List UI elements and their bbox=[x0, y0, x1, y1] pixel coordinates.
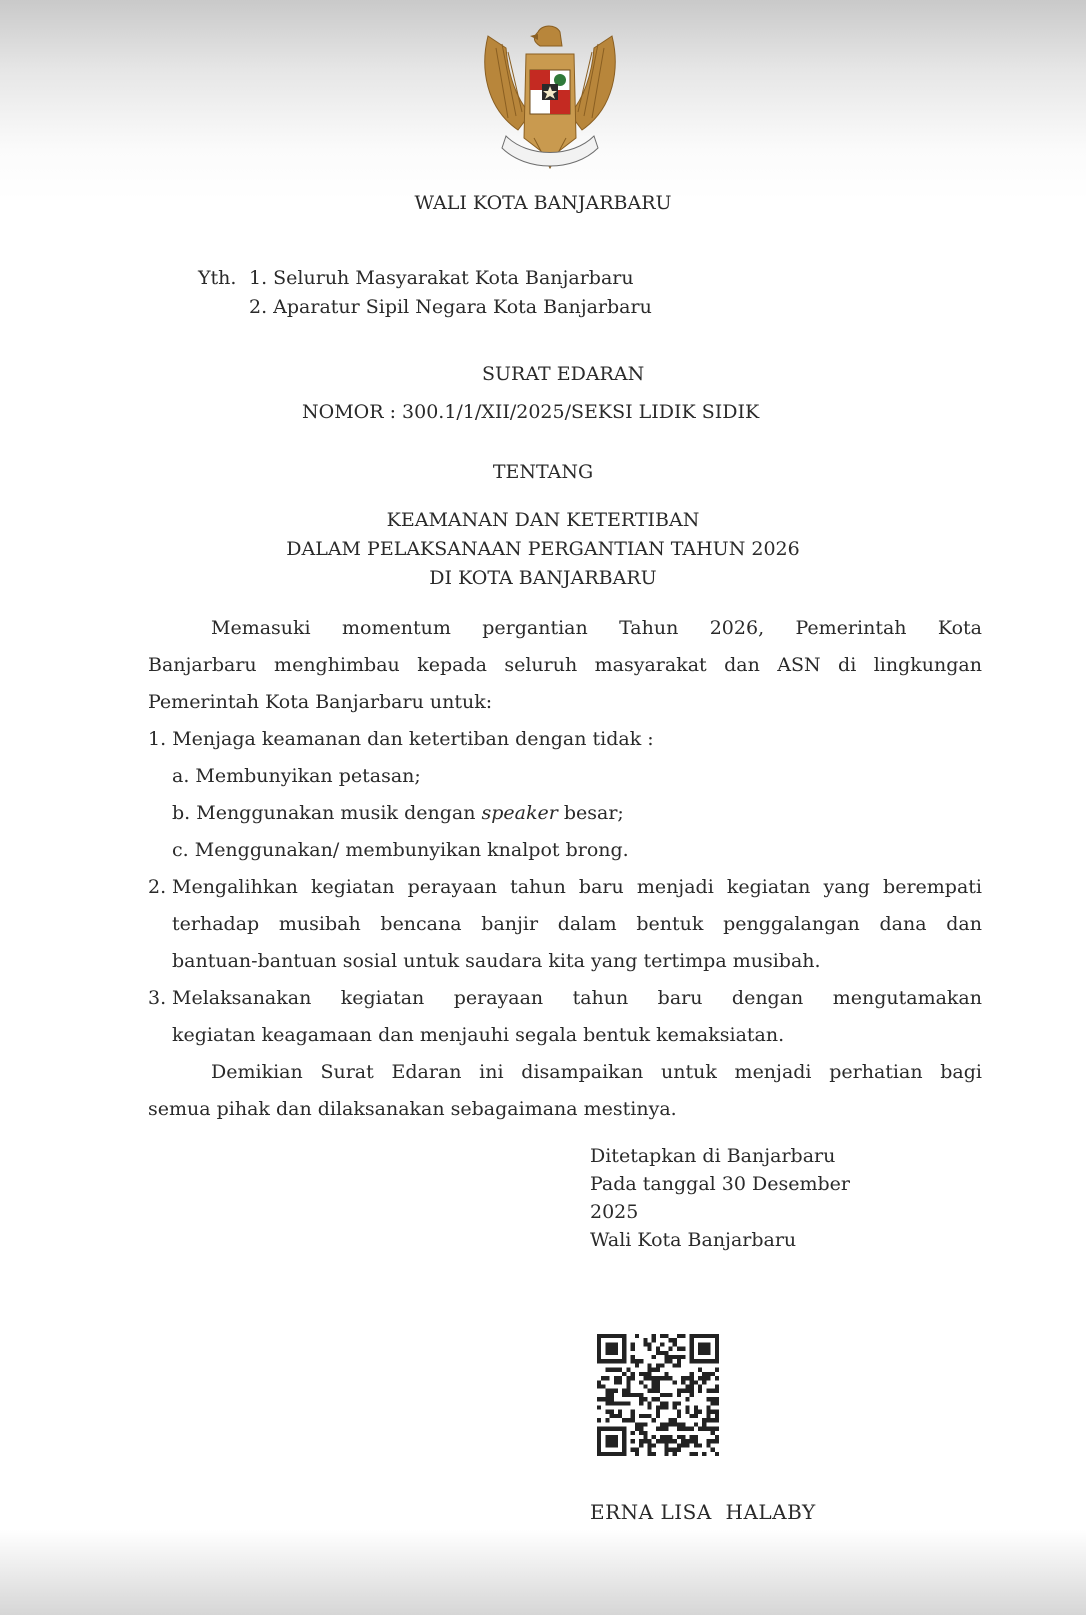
list-line: kegiatan keagamaan dan menjauhi segala bentuk kemaksiatan. bbox=[172, 1024, 785, 1046]
sub-label: c. bbox=[172, 839, 189, 861]
list-number: 1. bbox=[148, 728, 167, 750]
list-text: Menjaga keamanan dan ketertiban dengan tidak : bbox=[172, 728, 654, 750]
signatory-name: ERNA LISA HALABY bbox=[590, 1500, 816, 1524]
subject-line: DI KOTA BANJARBARU bbox=[429, 567, 657, 589]
sub-text: Menggunakan/ membunyikan knalpot brong. bbox=[194, 839, 629, 861]
sub-text: besar; bbox=[557, 802, 624, 824]
sub-text-italic: speaker bbox=[481, 802, 558, 824]
list-item-2 bbox=[172, 869, 982, 980]
list-line: Mengalihkan kegiatan perayaan tahun baru menjadi kegiatan yang berempati bbox=[172, 876, 982, 898]
garuda-emblem bbox=[478, 18, 622, 178]
closing-paragraph bbox=[148, 1054, 982, 1128]
list-number: 3. bbox=[148, 987, 167, 1009]
list-number: 2. bbox=[148, 876, 167, 898]
list-item-1 bbox=[148, 721, 654, 758]
recipient-item: 1. Seluruh Masyarakat Kota Banjarbaru bbox=[249, 267, 634, 289]
signature-date: Pada tanggal 30 Desember bbox=[590, 1173, 850, 1195]
sub-label: b. bbox=[172, 802, 191, 824]
intro-line: Memasuki momentum pergantian Tahun 2026, Pemerintah Kota bbox=[211, 617, 982, 639]
list-line: Melaksanakan kegiatan perayaan tahun baru dengan mengutamakan bbox=[172, 987, 982, 1009]
about-label: TENTANG bbox=[492, 461, 594, 483]
signature-year: 2025 bbox=[590, 1201, 639, 1223]
signature-position: Wali Kota Banjarbaru bbox=[590, 1229, 797, 1251]
sub-text: Menggunakan musik dengan bbox=[196, 802, 482, 824]
subject-line: KEAMANAN DAN KETERTIBAN bbox=[386, 509, 700, 531]
recipient-item: 2. Aparatur Sipil Negara Kota Banjarbaru bbox=[249, 296, 652, 318]
sub-item-a bbox=[172, 758, 421, 795]
list-line: terhadap musibah bencana banjir dalam bentuk penggalangan dana dan bbox=[172, 913, 982, 935]
sub-item-b bbox=[172, 795, 624, 832]
sub-label: a. bbox=[172, 765, 190, 787]
intro-line: Pemerintah Kota Banjarbaru untuk: bbox=[148, 691, 493, 713]
sub-text: Membunyikan petasan; bbox=[195, 765, 421, 787]
list-item-3 bbox=[172, 980, 982, 1054]
qr-code bbox=[597, 1334, 719, 1456]
recipients-prefix: Yth. bbox=[198, 267, 237, 289]
intro-line: Banjarbaru menghimbau kepada seluruh masyarakat dan ASN di lingkungan bbox=[148, 654, 982, 676]
list-line: bantuan-bantuan sosial untuk saudara kita yang tertimpa musibah. bbox=[172, 950, 821, 972]
header-title: WALI KOTA BANJARBARU bbox=[414, 192, 672, 214]
intro-paragraph bbox=[148, 610, 982, 721]
letter-type: SURAT EDARAN bbox=[482, 363, 645, 385]
signature-block bbox=[590, 1142, 850, 1254]
signature-place: Ditetapkan di Banjarbaru bbox=[590, 1145, 836, 1167]
sub-item-c bbox=[172, 832, 629, 869]
letter-number: NOMOR : 300.1/1/XII/2025/SEKSI LIDIK SIDIK bbox=[302, 401, 760, 423]
subject-line: DALAM PELAKSANAAN PERGANTIAN TAHUN 2026 bbox=[286, 538, 800, 560]
closing-line: semua pihak dan dilaksanakan sebagaimana mestinya. bbox=[148, 1098, 677, 1120]
closing-line: Demikian Surat Edaran ini disampaikan untuk menjadi perhatian bagi bbox=[211, 1061, 982, 1083]
